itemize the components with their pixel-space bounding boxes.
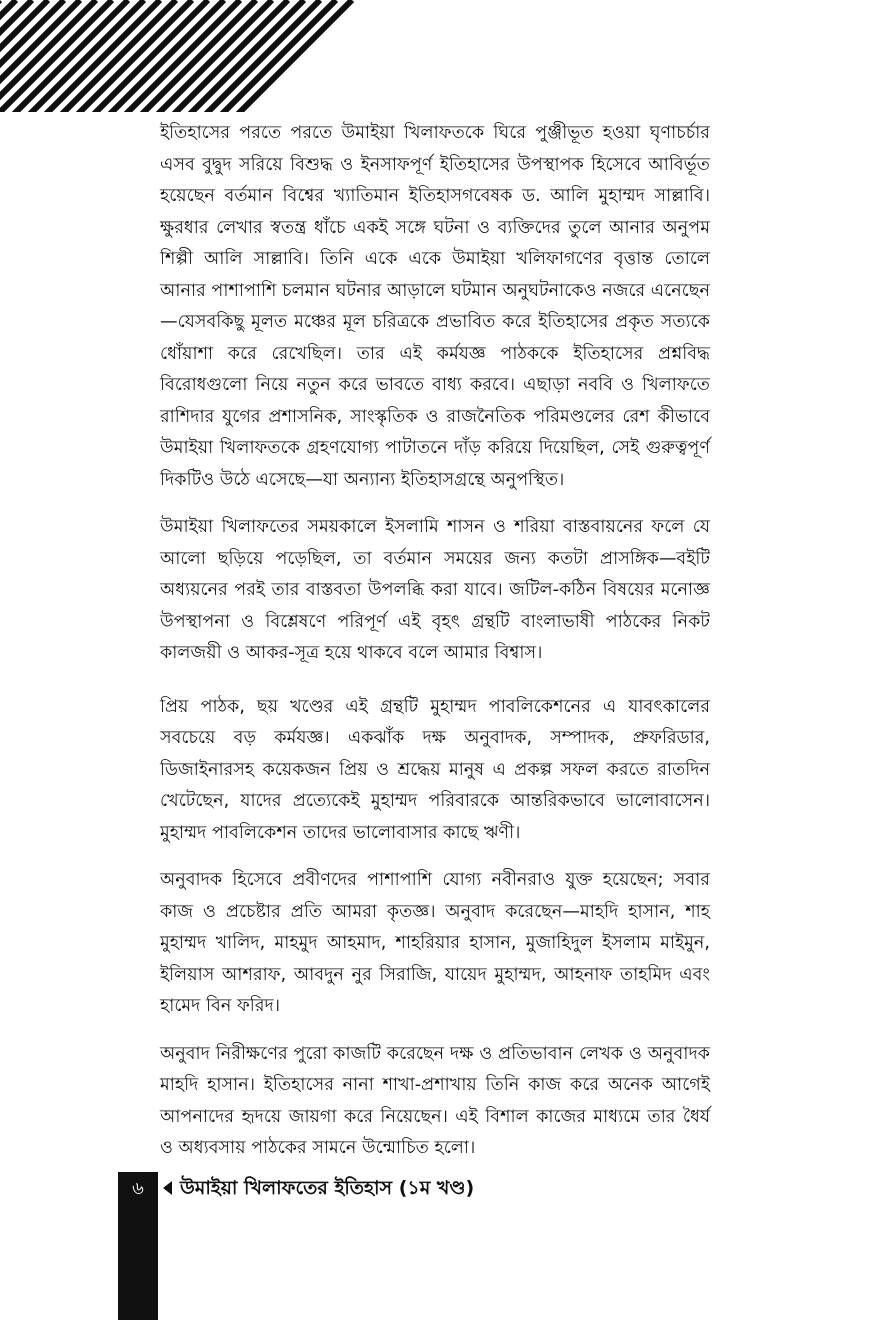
body-text [160,118,710,1181]
running-footer-title: উমাইয়া খিলাফতের ইতিহাস (১ম খণ্ড) [180,1177,475,1199]
corner-stripe-decoration [0,0,360,112]
paragraph-author-intro: ইতিহাসের পরতে পরতে উমাইয়া খিলাফতকে ঘিরে পুঞ্জীভূত হওয়া ঘৃণাচর্চার এসব বুদ্বুদ সরিয়ে বিশুদ্ধ ও ইনসাফপূর্ণ ইতিহাসের উপস্থাপক হিসেবে আবির্ভূত হয়েছেন বর্তমান বিশ্বের খ্যাতিমান ইতিহাসগবেষক ড. আলি মুহাম্মদ সাল্লাবি। ক্ষুরধার লেখার স্বতন্ত্র ধাঁচে একই সঙ্গে ঘটনা ও ব্যক্তিদের তুলে আনার অনুপম শিল্পী আলি সাল্লাবি। তিনি একে একে উমাইয়া খলিফাগণের বৃত্তান্ত তোলে আনার পাশাপাশি চলমান ঘটনার আড়ালে ঘটমান অনুঘটনাকেও নজরে এনেছেন—যেসবকিছু মূলত মঞ্চের মূল চরিত্রকে প্রভাবিত করে ইতিহাসের প্রকৃত সত্যকে ধোঁয়াশা করে রেখেছিল। তার এই কর্মযজ্ঞ পাঠককে ইতিহাসের প্রশ্নবিদ্ধ বিরোধগুলো নিয়ে নতুন করে ভাবতে বাধ্য করবে। এছাড়া নববি ও খিলাফতে রাশিদার যুগের প্রশাসনিক, সাংস্কৃতিক ও রাজনৈতিক পরিমণ্ডলের রেশ কীভাবে উমাইয়া খিলাফতকে গ্রহণযোগ্য পাটাতনে দাঁড় করিয়ে দিয়েছিল, সেই গুরুত্বপূর্ণ দিকটিও উঠে এসেছে—যা অন্যান্য ইতিহাসগ্রন্থে অনুপস্থিত। [160,123,710,490]
paragraph-review-credit: অনুবাদ নিরীক্ষণের পুরো কাজটি করেছেন দক্ষ ও প্রতিভাবান লেখক ও অনুবাদক মাহদি হাসান। ইতিহাসের নানা শাখা-প্রশাখায় তিনি কাজ করে অনেক আগেই আপনাদের হৃদয়ে জায়গা করে নিয়েছেন। এই বিশাল কাজের মাধ্যমে তার ধৈর্য ও অধ্যবসায় পাঠকের সামনে উন্মোচিত হলো। [160,1043,710,1158]
paragraph-book-relevance: উমাইয়া খিলাফতের সময়কালে ইসলামি শাসন ও শরিয়া বাস্তবায়নের ফলে যে আলো ছড়িয়ে পড়েছিল, তা বর্তমান সময়ের জন্য কতটা প্রাসঙ্গিক—বইটি অধ্যয়নের পরই তার বাস্তবতা উপলব্ধি করা যাবে। জটিল-কঠিন বিষয়ের মনোজ্ঞ উপস্থাপনা ও বিশ্লেষণে পরিপূর্ণ এই বৃহৎ গ্রন্থটি বাংলাভাষী পাঠকের নিকট কালজয়ী ও আকর-সূত্র হয়ে থাকবে বলে আমার বিশ্বাস। [160,517,710,663]
paragraph-publisher-note: প্রিয় পাঠক, ছয় খণ্ডের এই গ্রন্থটি মুহাম্মদ পাবলিকেশনের এ যাবৎকালের সবচেয়ে বড় কর্মযজ্ঞ। একঝাঁক দক্ষ অনুবাদক, সম্পাদক, প্রুফরিডার, ডিজাইনারসহ কয়েকজন প্রিয় ও শ্রদ্ধেয় মানুষ এ প্রকল্প সফল করতে রাতদিন খেটেছেন, যাদের প্রত্যেকেই মুহাম্মদ পরিবারকে আন্তরিকভাবে ভালোবাসেন। মুহাম্মদ পাবলিকেশন তাদের ভালোবাসার কাছে ঋণী। [160,696,710,843]
paragraph-translators: অনুবাদক হিসেবে প্রবীণদের পাশাপাশি যোগ্য নবীনরাও যুক্ত হয়েছেন; সবার কাজ ও প্রচেষ্টার প্রতি আমরা কৃতজ্ঞ। অনুবাদ করেছেন—মাহদি হাসান, শাহ মুহাম্মদ খালিদ, মাহমুদ আহমাদ, শাহরিয়ার হাসান, মুজাহিদুল ইসলাম মাইমুন, ইলিয়াস আশরাফ, আবদুন নুর সিরাজি, যায়েদ মুহাম্মদ, আহনাফ তাহমিদ এবং হামেদ বিন ফরিদ। [160,870,710,1016]
triangle-left-icon [163,1181,172,1195]
page-number: ৬ [132,1178,144,1199]
